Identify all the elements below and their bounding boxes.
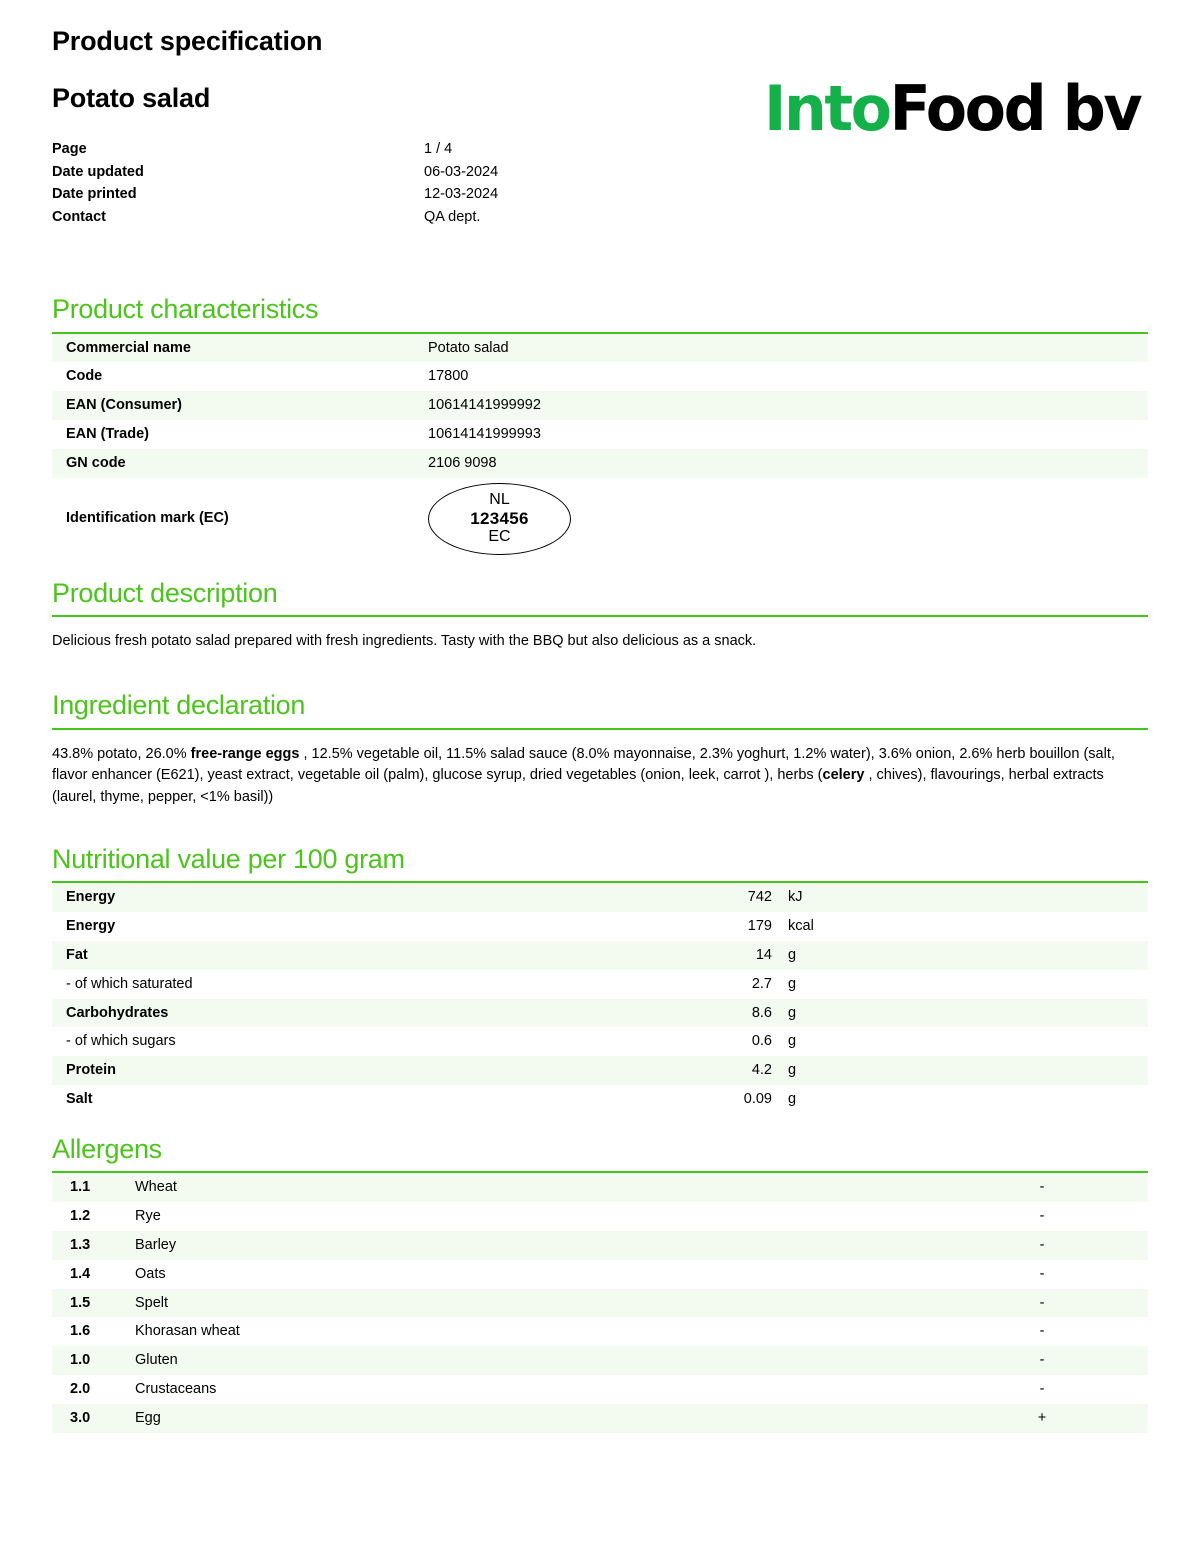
product-characteristics-table — [52, 334, 1148, 560]
allergen-status-egg — [1035, 1404, 1148, 1433]
table-row — [52, 883, 1148, 912]
allergen-number-khorasan-wheat: 1.6 — [70, 1323, 91, 1340]
char-value-commercial-name: Potato salad — [428, 334, 1148, 363]
ingredient-allergen-term: celery — [822, 767, 865, 784]
allergen-name-crustaceans: Crustaceans — [135, 1381, 217, 1398]
nutrition-label-sugars: - of which sugars — [66, 1033, 176, 1050]
nutrition-label-energy-kj: Energy — [52, 883, 714, 912]
page-title: Product specification — [52, 26, 323, 56]
section-nutritional-value — [52, 844, 1148, 1114]
allergen-name-egg: Egg — [135, 1404, 1035, 1433]
allergen-status-spelt — [1035, 1289, 1148, 1318]
section-product-characteristics — [52, 294, 1148, 559]
allergen-name-wheat: Wheat — [135, 1173, 1035, 1202]
meta-value-date-updated: 06-03-2024 — [424, 163, 499, 180]
char-label-gn-code: GN code — [52, 449, 428, 478]
table-row — [52, 391, 1148, 420]
table-row — [52, 1289, 1148, 1318]
meta-label-date-printed: Date printed — [52, 186, 137, 203]
nutrition-unit-energy-kcal: kcal — [788, 918, 814, 935]
ingredient-text-fragment: , 12.5% vegetable oil, 11.5% salad sauce (8.0% mayonnaise, 2.3% yoghurt, 1.2% water), 3.6% onion, 2.6% herb bouillon (salt, flavor enhancer (E621), yeast extract, vegetable oil (palm), glucose syrup, dried vegetables (onion, leek, carrot ), herbs ( — [52, 745, 1115, 784]
nutrition-unit-saturated: g — [788, 975, 797, 992]
nutrition-value-protein: 4.2 — [714, 1056, 772, 1085]
allergens-table-body — [52, 1173, 1148, 1433]
nutrition-value-fat: 14 — [714, 941, 772, 970]
document-meta-body — [52, 140, 498, 230]
table-row — [52, 449, 1148, 478]
nutrition-unit-carbohydrates: g — [772, 999, 1148, 1028]
table-row — [52, 999, 1148, 1028]
allergen-name-gluten: Gluten — [135, 1346, 1035, 1375]
nutrition-label-carbohydrates: Carbohydrates — [52, 999, 714, 1028]
nutrition-unit-fat: g — [772, 941, 1148, 970]
nutrition-unit-salt: g — [788, 1091, 797, 1108]
allergen-status-value: - — [1039, 1323, 1045, 1340]
allergen-number-wheat: 1.1 — [52, 1173, 135, 1202]
table-row — [52, 1260, 1148, 1289]
char-value-gn-code: 2106 9098 — [428, 449, 1148, 478]
section-allergens — [52, 1134, 1148, 1433]
char-value-ean-consumer: 10614141999992 — [428, 391, 1148, 420]
table-row — [52, 1317, 1148, 1346]
allergen-number-crustaceans: 2.0 — [70, 1381, 91, 1398]
allergen-number-spelt: 1.5 — [52, 1289, 135, 1318]
table-row — [52, 1375, 1148, 1404]
allergen-status-value: - — [1039, 1294, 1045, 1311]
ingredient-text-fragment: 43.8% potato, 26.0% — [52, 745, 191, 762]
table-row — [52, 1027, 1148, 1056]
company-logo — [764, 72, 1141, 145]
allergen-status-wheat — [1035, 1173, 1148, 1202]
meta-row-date-printed — [52, 185, 498, 208]
allergen-number-gluten: 1.0 — [52, 1346, 135, 1375]
allergen-status-rye — [1035, 1202, 1148, 1231]
section-product-description — [52, 578, 1148, 653]
nutrition-table-body — [52, 883, 1148, 1114]
char-label-ean-consumer: EAN (Consumer) — [52, 391, 428, 420]
ingredient-text-fragment: , chives), flavourings, herbal extracts (laurel, thyme, pepper, <1% basil)) — [52, 767, 1104, 805]
char-value-code: 17800 — [428, 368, 469, 385]
table-row — [52, 420, 1148, 449]
allergen-status-value: - — [1039, 1236, 1045, 1253]
ec-mark-suffix: EC — [488, 528, 511, 546]
allergen-status-khorasan-wheat — [1035, 1317, 1148, 1346]
allergen-number-barley: 1.3 — [52, 1231, 135, 1260]
product-name-title: Potato salad — [52, 83, 211, 114]
meta-label-page: Page — [52, 141, 87, 158]
product-characteristics-body — [52, 334, 1148, 560]
char-label-ean-trade: EAN (Trade) — [66, 426, 149, 443]
ec-mark-country: NL — [489, 491, 510, 509]
nutrition-label-salt: Salt — [66, 1091, 93, 1108]
product-description-text: Delicious fresh potato salad prepared with fresh ingredients. Tasty with the BBQ but also delicious as a snack. — [52, 632, 757, 649]
nutrition-table — [52, 883, 1148, 1114]
table-row — [52, 334, 1148, 363]
meta-row-page — [52, 140, 498, 163]
section-title-nutritional-value: Nutritional value per 100 gram — [52, 844, 405, 875]
table-row — [52, 1231, 1148, 1260]
allergen-status-value: - — [1039, 1381, 1045, 1398]
allergen-status-crustaceans — [1035, 1375, 1148, 1404]
ingredient-allergen-term: free-range eggs — [190, 745, 300, 762]
char-label-code: Code — [66, 368, 103, 385]
allergen-status-gluten — [1035, 1346, 1148, 1375]
meta-row-contact — [52, 208, 498, 231]
nutrition-label-energy-kcal: Energy — [66, 918, 116, 935]
section-title-product-characteristics: Product characteristics — [52, 294, 319, 325]
table-row-identification-mark — [52, 478, 1148, 560]
nutrition-value-carbohydrates: 8.6 — [714, 999, 772, 1028]
section-ingredient-declaration — [52, 690, 1148, 808]
allergen-name-spelt: Spelt — [135, 1289, 1035, 1318]
allergen-status-barley — [1035, 1231, 1148, 1260]
meta-label-date-updated: Date updated — [52, 163, 144, 180]
allergen-name-rye: Rye — [135, 1208, 161, 1225]
ingredient-declaration-text — [52, 744, 1148, 808]
section-title-allergens: Allergens — [52, 1134, 162, 1164]
allergen-name-oats: Oats — [135, 1265, 166, 1282]
allergen-name-khorasan-wheat: Khorasan wheat — [135, 1323, 240, 1340]
table-row — [52, 912, 1148, 941]
table-row — [52, 1056, 1148, 1085]
document-header — [52, 0, 1148, 230]
allergen-status-value: - — [1039, 1352, 1045, 1369]
allergen-status-value: - — [1039, 1208, 1045, 1225]
char-label-commercial-name: Commercial name — [52, 334, 428, 363]
char-value-identification-mark — [428, 478, 1148, 560]
allergen-status-oats — [1035, 1260, 1148, 1289]
table-row — [52, 362, 1148, 391]
char-label-identification-mark: Identification mark (EC) — [66, 510, 229, 527]
table-row — [52, 1404, 1148, 1433]
meta-value-date-printed: 12-03-2024 — [424, 186, 499, 203]
allergen-number-egg: 3.0 — [52, 1404, 135, 1433]
nutrition-value-salt: 0.09 — [743, 1091, 772, 1108]
logo-text-black: Food bv — [889, 72, 1141, 145]
meta-value-page: 1 / 4 — [424, 141, 453, 158]
section-title-product-description: Product description — [52, 577, 278, 608]
document-meta-table — [52, 140, 498, 230]
nutrition-value-saturated: 2.7 — [751, 975, 772, 992]
section-title-ingredient-declaration: Ingredient declaration — [52, 690, 306, 721]
nutrition-value-sugars: 0.6 — [751, 1033, 772, 1050]
ec-identification-mark-icon — [428, 483, 571, 555]
meta-row-date-updated — [52, 163, 498, 186]
meta-label-contact: Contact — [52, 208, 106, 225]
nutrition-label-protein: Protein — [52, 1056, 714, 1085]
logo-text-green: Into — [764, 72, 890, 145]
allergen-number-rye: 1.2 — [70, 1208, 91, 1225]
allergens-table — [52, 1173, 1148, 1433]
nutrition-unit-energy-kj: kJ — [772, 883, 1148, 912]
table-row — [52, 1173, 1148, 1202]
nutrition-label-fat: Fat — [52, 941, 714, 970]
allergen-status-value: - — [1039, 1265, 1045, 1282]
table-row — [52, 1085, 1148, 1114]
allergen-name-barley: Barley — [135, 1231, 1035, 1260]
table-row — [52, 1202, 1148, 1231]
table-row — [52, 941, 1148, 970]
nutrition-value-energy-kj: 742 — [714, 883, 772, 912]
allergen-status-value: + — [1037, 1409, 1047, 1426]
ec-mark-number: 123456 — [470, 509, 529, 529]
section-divider-product-description — [52, 615, 1148, 617]
section-divider-ingredient-declaration — [52, 728, 1148, 730]
char-value-ean-trade: 10614141999993 — [428, 426, 541, 443]
meta-value-contact: QA dept. — [424, 208, 481, 225]
nutrition-value-energy-kcal: 179 — [747, 918, 772, 935]
allergen-number-oats: 1.4 — [70, 1265, 91, 1282]
table-row — [52, 1346, 1148, 1375]
allergen-status-value: - — [1039, 1179, 1045, 1196]
nutrition-unit-protein: g — [772, 1056, 1148, 1085]
nutrition-unit-sugars: g — [788, 1033, 797, 1050]
nutrition-label-saturated: - of which saturated — [66, 975, 193, 992]
table-row — [52, 970, 1148, 999]
